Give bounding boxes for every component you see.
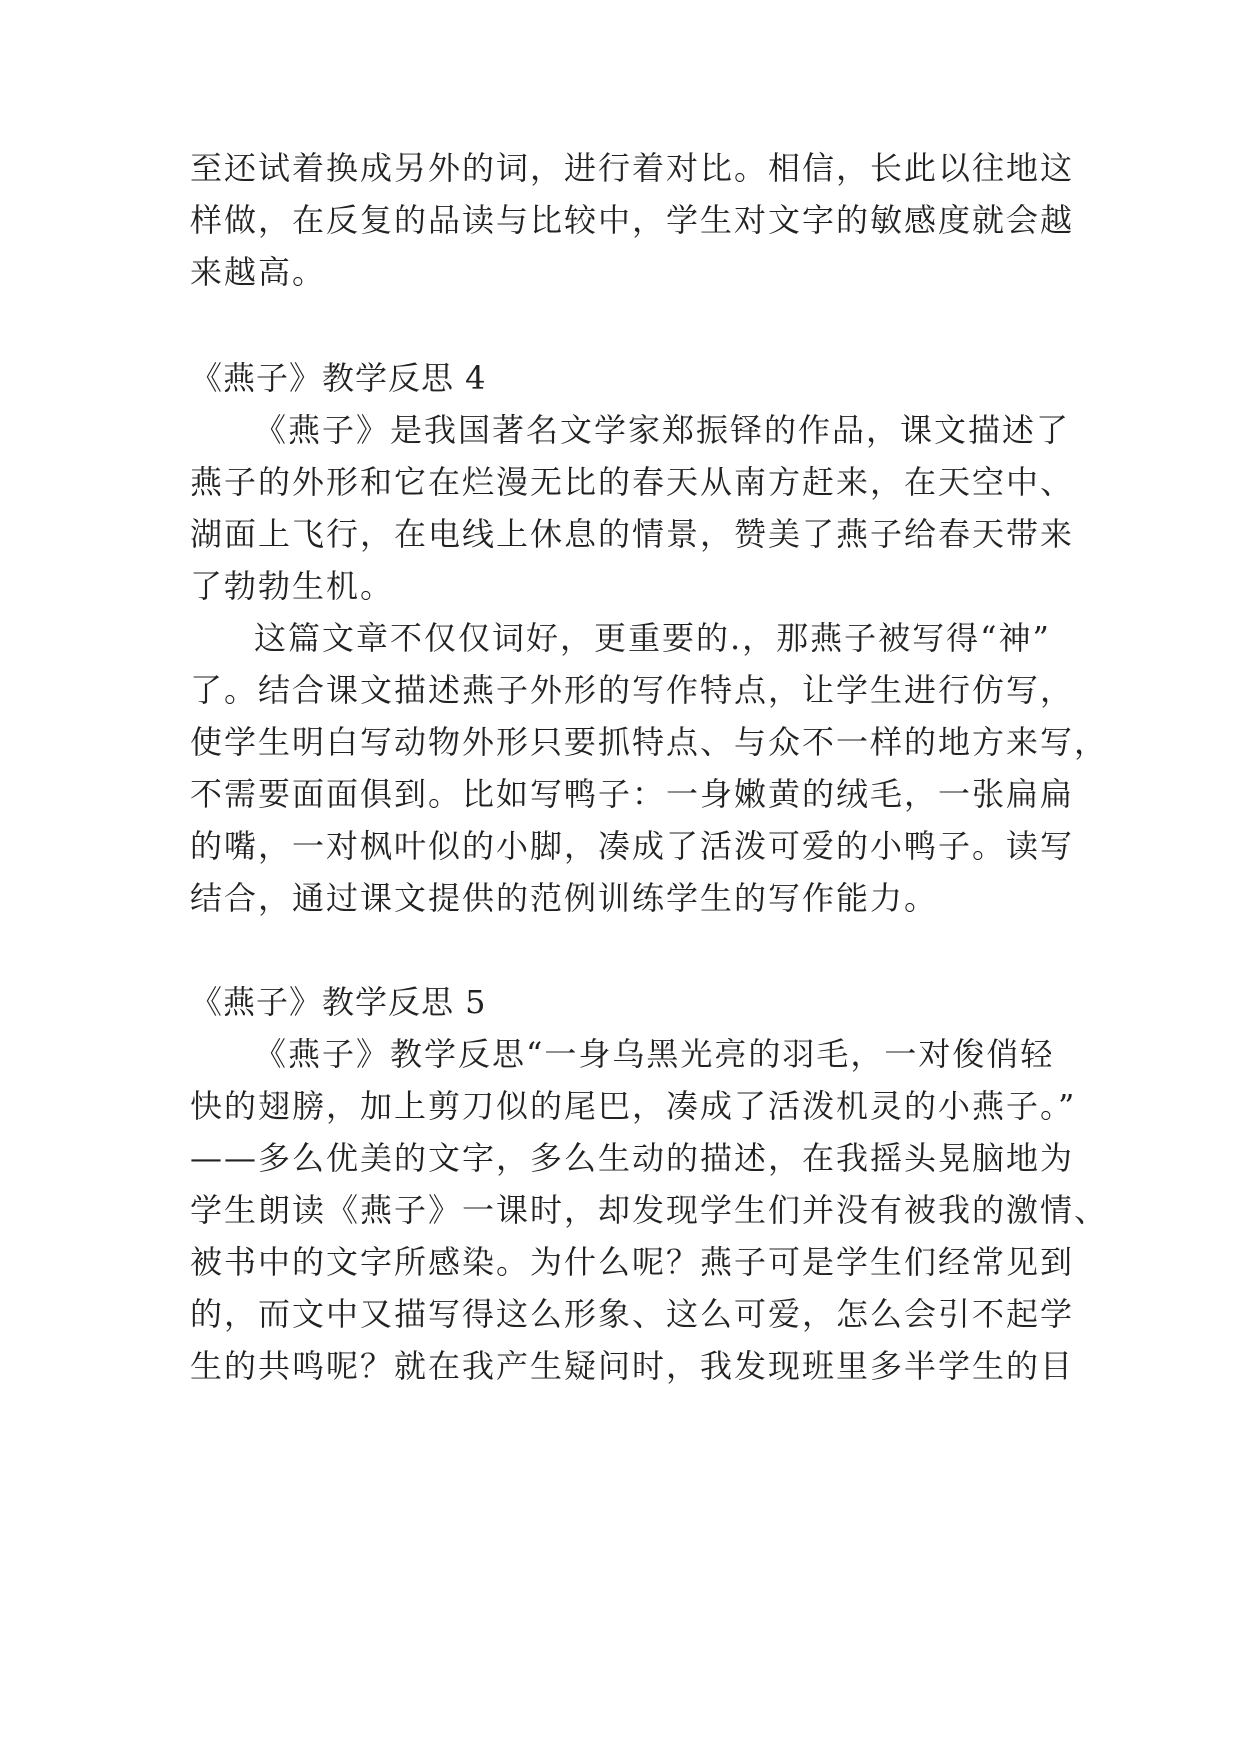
section-heading: 《燕子》教学反思 5 [190,983,487,1021]
paragraph-line: 了。结合课文描述燕子外形的写作特点，让学生进行仿写， [190,671,1075,709]
paragraph-line: 学生朗读《燕子》一课时，却发现学生们并没有被我的激情、 [190,1191,1109,1229]
paragraph-line: 被书中的文字所感染。为什么呢？燕子可是学生们经常见到 [190,1243,1075,1281]
paragraph-line: ——多么优美的文字，多么生动的描述，在我摇头晃脑地为 [190,1139,1075,1177]
paragraph-line: 的，而文中又描写得这么形象、这么可爱，怎么会引不起学 [190,1295,1075,1333]
paragraph-line: 来越高。 [190,253,327,291]
paragraph-line: 湖面上飞行，在电线上休息的情景，赞美了燕子给春天带来 [190,515,1075,553]
paragraph-line: 《燕子》是我国著名文学家郑振铎的作品，课文描述了 [254,411,1071,449]
section-heading: 《燕子》教学反思 4 [190,359,487,397]
paragraph-line: 了勃勃生机。 [190,567,395,605]
paragraph-line: 《燕子》教学反思“一身乌黑光亮的羽毛，一对俊俏轻 [254,1035,1055,1073]
paragraph-line: 至还试着换成另外的词，进行着对比。相信，长此以往地这 [190,149,1075,187]
paragraph-line: 结合，通过课文提供的范例训练学生的写作能力。 [190,879,939,917]
paragraph-line: 使学生明白写动物外形只要抓特点、与众不一样的地方来写， [190,723,1109,761]
paragraph-line: 不需要面面俱到。比如写鸭子：一身嫩黄的绒毛，一张扁扁 [190,775,1075,813]
paragraph-line: 快的翅膀，加上剪刀似的尾巴，凑成了活泼机灵的小燕子。” [190,1087,1077,1125]
paragraph-line: 生的共鸣呢？就在我产生疑问时，我发现班里多半学生的目 [190,1347,1075,1385]
paragraph-line: 的嘴，一对枫叶似的小脚，凑成了活泼可爱的小鸭子。读写 [190,827,1075,865]
paragraph-line: 样做，在反复的品读与比较中，学生对文字的敏感度就会越 [190,201,1075,239]
paragraph-line: 这篇文章不仅仅词好，更重要的.，那燕子被写得“神” [254,619,1051,657]
paragraph-line: 燕子的外形和它在烂漫无比的春天从南方赶来，在天空中、 [190,463,1075,501]
